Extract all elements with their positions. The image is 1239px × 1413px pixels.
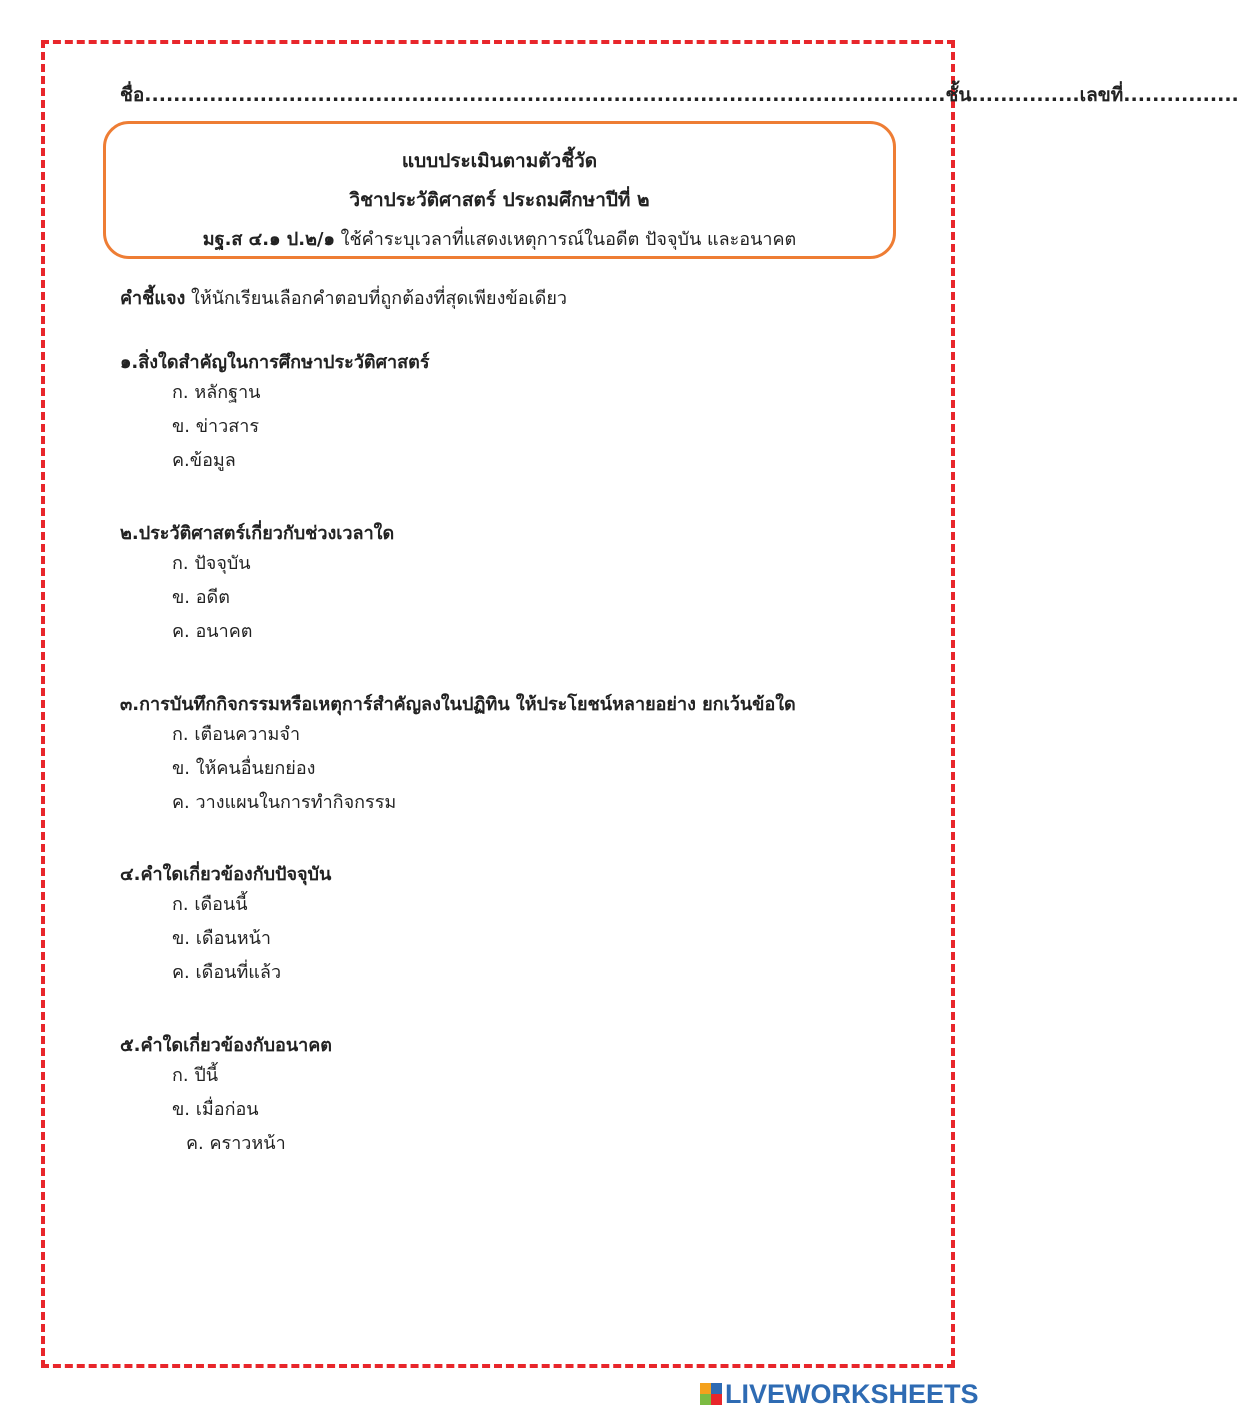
choice-option[interactable]: ก. ปัจจุบัน (172, 553, 251, 574)
indicator-text: ใช้คำระบุเวลาที่แสดงเหตุการณ์ในอดีต ปัจจุบัน และอนาคต (340, 229, 797, 250)
question-text: ๑.สิ่งใดสำคัญในการศึกษาประวัติศาสตร์ (120, 352, 430, 373)
question-4 (120, 862, 920, 990)
choice-option[interactable]: ก. ปีนี้ (172, 1065, 219, 1086)
instructions (120, 283, 567, 312)
choice-option[interactable]: ค. วางแผนในการทำกิจกรรม (172, 792, 397, 813)
choice-option[interactable]: ข. เมื่อก่อน (172, 1099, 259, 1120)
logo-mark-icon (700, 1383, 722, 1405)
assessment-title: แบบประเมินตามตัวชี้วัด (401, 150, 598, 172)
logo-text: LIVEWORKSHEETS (725, 1378, 979, 1409)
question-3 (120, 692, 920, 820)
choice-option[interactable]: ข. ให้คนอื่นยกย่อง (172, 758, 316, 779)
title-box (103, 121, 896, 259)
question-2 (120, 521, 920, 649)
logo-square-icon (700, 1394, 711, 1405)
question-text: ๕.คำใดเกี่ยวข้องกับอนาคต (120, 1035, 332, 1056)
choice-option[interactable]: ค. คราวหน้า (186, 1133, 286, 1154)
question-text: ๓.การบันทึกกิจกรรมหรือเหตุการ์สำคัญลงในปฏิทิน ให้ประโยชน์หลายอย่าง ยกเว้นข้อใด (120, 694, 796, 715)
question-1 (120, 350, 920, 478)
choice-option[interactable]: ค. เดือนที่แล้ว (172, 962, 282, 983)
indicator-line (106, 224, 893, 253)
logo-square-icon (711, 1383, 722, 1394)
student-info-line: ชื่อ...............................................................................................................ชั้น...............เลขที่................ (120, 84, 1239, 106)
indicator-code: มฐ.ส ๔.๑ ป.๒/๑ (202, 229, 335, 250)
instructions-label: คำชี้แจง (120, 288, 186, 309)
choice-option[interactable]: ก. หลักฐาน (172, 382, 261, 403)
choice-option[interactable]: ข. อดีต (172, 587, 230, 608)
choice-option[interactable]: ค.ข้อมูล (172, 450, 236, 471)
choice-option[interactable]: ข. ข่าวสาร (172, 416, 260, 437)
question-5 (120, 1033, 920, 1161)
choice-option[interactable]: ค. อนาคต (172, 621, 253, 642)
logo-square-icon (711, 1394, 722, 1405)
subject-title: วิชาประวัติศาสตร์ ประถมศึกษาปีที่ ๒ (349, 189, 650, 211)
choice-option[interactable]: ก. เดือนนี้ (172, 894, 248, 915)
choice-option[interactable]: ข. เดือนหน้า (172, 928, 271, 949)
question-text: ๔.คำใดเกี่ยวข้องกับปัจจุบัน (120, 864, 332, 885)
logo-square-icon (700, 1383, 711, 1394)
instructions-text: ให้นักเรียนเลือกคำตอบที่ถูกต้องที่สุดเพียงข้อเดียว (191, 288, 567, 309)
choice-option[interactable]: ก. เตือนความจำ (172, 724, 301, 745)
liveworksheets-logo[interactable] (700, 1378, 979, 1410)
question-text: ๒.ประวัติศาสตร์เกี่ยวกับช่วงเวลาใด (120, 523, 395, 544)
